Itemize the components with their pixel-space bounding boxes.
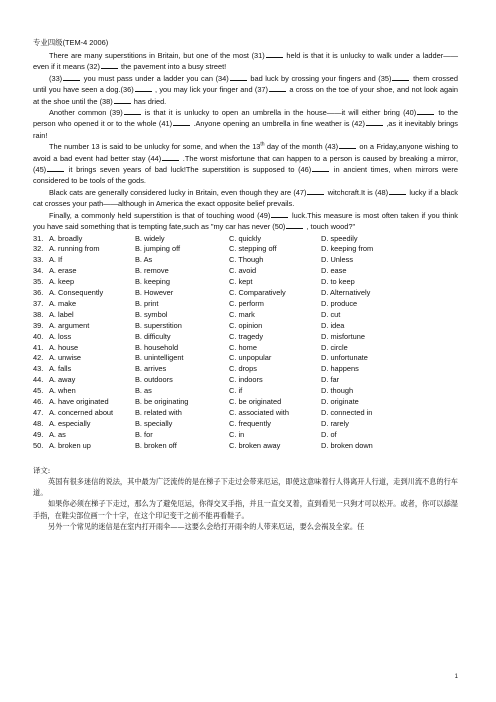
translation-paragraph: 英国有很多迷信的说法，其中最为广泛流传的是在梯子下走过会带来厄运，即使这意味着行人得离开人行道，走到川流不息的行车道。: [33, 476, 458, 498]
passage-text: (33): [49, 73, 63, 83]
exam-header: 专业四级(TEM-4 2006): [33, 38, 109, 47]
option-b: B. specially: [135, 418, 173, 428]
option-c: C. perform: [229, 298, 264, 308]
passage-text: on a Friday,anyone wishing to avoid a bad event had better stay (44): [33, 142, 459, 163]
option-b: B. related with: [135, 408, 182, 417]
option-d: D. though: [321, 386, 354, 396]
answer-blank: [392, 73, 409, 81]
question-number: 45.: [33, 386, 44, 396]
option-a: A. running from: [49, 244, 100, 254]
answer-blank: [173, 118, 190, 126]
question-number: 41.: [33, 342, 44, 352]
option-d: D. Unless: [321, 255, 354, 265]
option-d: D. keeping from: [321, 244, 374, 254]
question-number: 48.: [33, 418, 44, 428]
option-c: C. Though: [229, 255, 264, 265]
option-d: D. connected in: [321, 408, 373, 417]
option-c: C. mark: [229, 309, 255, 319]
translation-section: [33, 476, 458, 533]
option-c: C. associated with: [229, 408, 289, 417]
question-number: 44.: [33, 375, 44, 385]
option-a: A. as: [49, 429, 66, 439]
option-d: D. originate: [321, 397, 359, 407]
option-a: A. falls: [49, 364, 72, 374]
answer-blank: [417, 107, 434, 115]
passage-text: Finally, a commonly held superstition is that of touching wood (49): [49, 210, 271, 220]
passage-text: you must pass under a ladder you can (34): [81, 73, 229, 83]
question-number: 47.: [33, 408, 44, 417]
answer-options: [33, 234, 458, 452]
option-b: B. as: [135, 386, 152, 396]
option-d: D. happens: [321, 364, 359, 374]
answer-blank: [269, 84, 286, 92]
option-row: [33, 234, 458, 245]
option-c: C. if: [229, 386, 243, 396]
option-row: [33, 353, 458, 364]
option-a: A. unwise: [49, 353, 82, 363]
option-a: A. broadly: [49, 233, 83, 243]
option-d: D. far: [321, 375, 340, 385]
option-c: C. drops: [229, 364, 257, 374]
option-a: A. concerned about: [49, 408, 114, 417]
option-b: B. However: [135, 288, 174, 298]
answer-blank: [366, 118, 383, 126]
option-c: C. broken away: [229, 440, 281, 450]
option-c: C. home: [229, 342, 257, 352]
option-d: D. produce: [321, 298, 358, 308]
question-number: 43.: [33, 364, 44, 374]
option-a: A. erase: [49, 266, 77, 276]
option-b: B. be originating: [135, 397, 189, 407]
option-d: D. misfortune: [321, 331, 365, 341]
option-row: [33, 277, 458, 288]
passage-text: to the person who opened it or to the whole (41): [33, 108, 459, 129]
question-number: 31.: [33, 233, 44, 243]
option-c: C. tragedy: [229, 331, 264, 341]
option-b: B. arrives: [135, 364, 167, 374]
passage-text: .The worst misfortune that can happen to a person is caused by breaking a mirror, (45): [33, 153, 458, 175]
option-row: [33, 419, 458, 430]
option-c: C. be originated: [229, 397, 282, 407]
passage-text: held is that it is unlucky to walk under a ladder——even if it means (32): [33, 51, 459, 72]
question-number: 37.: [33, 298, 44, 308]
option-b: B. broken off: [135, 440, 177, 450]
question-number: 40.: [33, 331, 44, 341]
passage-text: There are many superstitions in Britain, but one of the most (31): [49, 51, 265, 60]
translation-paragraph: 如果你必须在梯子下走过，那么为了避免厄运，你得交叉手指，并且一直交叉着，直到看见一只狗才可以松开。或者，你可以舔湿手指，在鞋尖部位画一个十字，在这个印记变干之前不能再看鞋子。: [33, 499, 458, 520]
passage-text: day of the month (43): [264, 142, 339, 152]
option-a: A. away: [49, 375, 76, 385]
passage-text: The number 13 is said to be unlucky for some, and when the 13: [49, 142, 261, 152]
option-a: A. Consequently: [49, 288, 104, 298]
answer-blank: [389, 187, 406, 195]
translation-paragraph: 另外一个常见的迷信是在室内打开雨伞——这要么会给打开雨伞的人带来厄运，要么会祸及全家。任: [48, 522, 365, 532]
option-a: A. keep: [49, 277, 75, 287]
option-c: C. quickly: [229, 233, 262, 243]
question-number: 38.: [33, 309, 44, 319]
option-row: [33, 321, 458, 332]
option-c: C. in: [229, 429, 245, 439]
option-b: B. jumping off: [135, 244, 181, 254]
option-d: D. cut: [321, 309, 341, 319]
option-d: D. unfortunate: [321, 353, 368, 363]
option-c: C. frequently: [229, 418, 271, 428]
passage-text: lucky if a black cat crosses your path——although in America the exact opposite belief prevails.: [33, 187, 458, 209]
option-b: B. As: [135, 255, 153, 265]
option-b: B. unintelligent: [135, 353, 184, 363]
option-a: A. especially: [49, 418, 91, 428]
passage-text: .Anyone opening an umbrella in fine weather is (42): [191, 119, 365, 129]
option-row: [33, 408, 458, 419]
option-a: A. broken up: [49, 440, 91, 450]
passage-text: a cross on the toe of your shoe, and not look again at the shoe until the (38): [33, 85, 459, 106]
option-a: A. loss: [49, 331, 72, 341]
option-c: C. Comparatively: [229, 288, 286, 298]
option-d: D. of: [321, 429, 337, 439]
option-a: A. If: [49, 255, 63, 265]
question-number: 42.: [33, 353, 44, 363]
passage-text: is that it is unlucky to open an umbrella in the house——it will either bring (40): [141, 108, 417, 118]
answer-blank: [339, 141, 356, 149]
answer-blank: [162, 153, 179, 161]
answer-blank: [286, 221, 303, 229]
page-number: 1: [454, 674, 458, 680]
option-c: C. stepping off: [229, 244, 277, 254]
passage-paragraph: [33, 187, 458, 210]
option-c: C. indoors: [229, 375, 263, 385]
option-a: A. argument: [49, 320, 90, 330]
option-c: C. avoid: [229, 266, 257, 276]
passage-text: , touch wood?": [304, 222, 356, 232]
option-a: A. when: [49, 386, 76, 396]
option-row: [33, 288, 458, 299]
answer-blank: [101, 61, 118, 69]
passage-text: Black cats are generally considered lucky in Britain, even though they are (47): [49, 187, 307, 197]
answer-blank: [135, 84, 152, 92]
question-number: 39.: [33, 320, 44, 330]
option-c: C. kept: [229, 277, 253, 287]
passage-text: them crossed until you have seen a dog.(36): [33, 73, 458, 95]
option-a: A. make: [49, 298, 77, 308]
option-c: C. unpopular: [229, 353, 272, 363]
answer-blank: [230, 73, 247, 81]
option-d: D. circle: [321, 342, 348, 352]
option-d: D. ease: [321, 266, 347, 276]
answer-blank: [271, 210, 288, 218]
passage-paragraph: [33, 210, 458, 233]
option-row: [33, 332, 458, 343]
passage-paragraph: [33, 141, 458, 187]
passage-text: , you may lick your finger and (37): [152, 85, 269, 95]
option-b: B. for: [135, 429, 153, 439]
question-number: 33.: [33, 255, 44, 265]
option-b: B. outdoors: [135, 375, 173, 385]
answer-blank: [47, 164, 64, 172]
option-a: A. have originated: [49, 397, 109, 407]
passage-text: it brings seven years of bad luck!The superstition is supposed to (46): [65, 165, 312, 175]
answer-blank: [124, 107, 141, 115]
option-b: B. widely: [135, 233, 165, 243]
option-row: [33, 397, 458, 408]
passage-paragraph: [33, 50, 458, 73]
option-d: D. idea: [321, 320, 345, 330]
option-a: A. house: [49, 342, 79, 352]
translation-title: 译文:: [33, 465, 51, 475]
option-row: [33, 343, 458, 354]
option-d: D. broken down: [321, 440, 373, 450]
answer-blank: [266, 50, 283, 58]
option-row: [33, 364, 458, 375]
passage-text: luck.This measure is most often taken if you think you have said something that is tempting fate,such as "my car has never (50): [33, 210, 458, 232]
option-b: B. difficulty: [135, 331, 171, 341]
answer-blank: [307, 187, 324, 195]
option-b: B. print: [135, 298, 159, 308]
option-row: [33, 255, 458, 266]
answer-blank: [312, 164, 329, 172]
option-row: [33, 310, 458, 321]
passage-text: the pavement into a busy street!: [118, 62, 227, 72]
option-b: B. superstition: [135, 320, 182, 330]
passage-text: in ancient times, when mirrors were considered to be tools of the gods.: [33, 165, 458, 186]
passage-paragraph: [33, 73, 458, 107]
question-number: 34.: [33, 266, 44, 276]
question-number: 36.: [33, 288, 44, 298]
option-c: C. opinion: [229, 320, 263, 330]
option-row: [33, 430, 458, 441]
option-d: D. to keep: [321, 277, 355, 287]
option-b: B. keeping: [135, 277, 170, 287]
option-b: B. symbol: [135, 309, 168, 319]
option-d: D. rarely: [321, 418, 349, 428]
answer-blank: [63, 73, 80, 81]
cloze-passage: [33, 50, 458, 233]
passage-text: ,as it inevitably brings rain!: [33, 119, 458, 140]
option-row: [33, 386, 458, 397]
question-number: 46.: [33, 397, 44, 407]
answer-blank: [114, 96, 131, 104]
question-number: 49.: [33, 429, 44, 439]
option-d: D. speedily: [321, 233, 358, 243]
passage-paragraph: [33, 107, 458, 141]
option-b: B. remove: [135, 266, 169, 276]
option-row: [33, 244, 458, 255]
option-row: [33, 441, 458, 452]
passage-text: witchcraft.It is (48): [325, 187, 389, 197]
passage-text: bad luck by crossing your fingers and (35): [247, 73, 392, 83]
question-number: 35.: [33, 277, 44, 287]
question-number: 32.: [33, 244, 44, 254]
option-a: A. label: [49, 309, 74, 319]
option-row: [33, 266, 458, 277]
passage-text: Another common (39): [49, 108, 123, 118]
superscript: th: [260, 141, 265, 148]
question-number: 50.: [33, 440, 44, 450]
option-row: [33, 375, 458, 386]
option-row: [33, 299, 458, 310]
option-d: D. Alternatively: [321, 288, 371, 298]
passage-text: has dried.: [131, 96, 167, 106]
option-b: B. household: [135, 342, 179, 352]
